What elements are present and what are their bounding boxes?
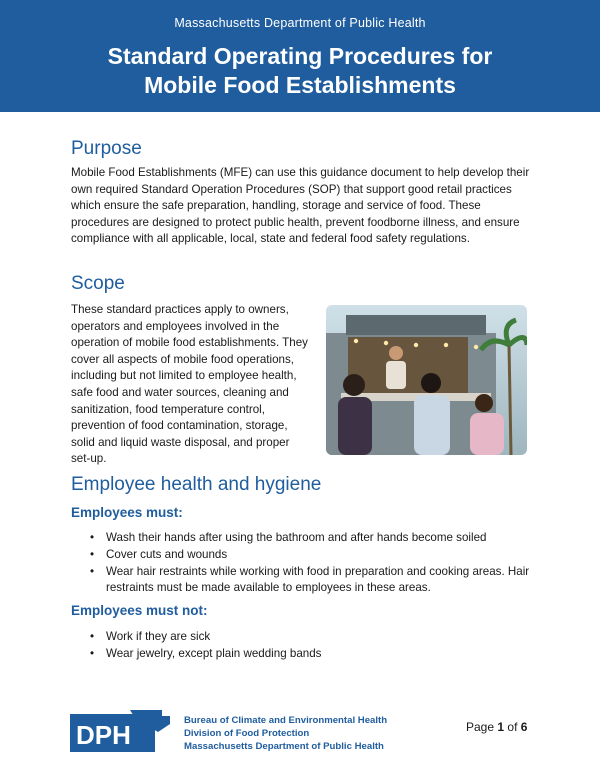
footer-organization — [184, 714, 387, 753]
scope-heading: Scope — [71, 273, 125, 294]
page-title — [0, 42, 600, 100]
dph-logo — [70, 710, 170, 752]
list-item: • Wear jewelry, except plain wedding bands — [71, 646, 541, 662]
page-current: 1 — [497, 720, 505, 734]
purpose-text: Mobile Food Establishments (MFE) can use this guidance document to help develop their own required Standard Operation Procedures (SOP) that support good retail practices which ensure the safe preparation, handling, storage and service of food. These procedures are designed to protect public health, prevent foodborne illness, and ensure compliance with all applicable, local, state and federal food safety regulations. — [71, 166, 530, 246]
page-of: of — [507, 720, 518, 734]
purpose-heading: Purpose — [71, 138, 142, 159]
list-item: • Wear hair restraints while working with food in preparation and cooking areas. Hair restraints must be made available to employees in these areas. — [71, 564, 551, 596]
list-item: • Wash their hands after using the bathroom and after hands become soiled — [71, 530, 541, 546]
org-line-3: Massachusetts Department of Public Health — [184, 741, 384, 752]
org-line-1: Bureau of Climate and Environmental Health — [184, 715, 388, 726]
employees-must-heading: Employees must: — [71, 505, 183, 520]
list-item: • Work if they are sick — [71, 629, 541, 645]
employees-must-not-heading: Employees must not: — [71, 603, 208, 618]
header-banner — [0, 0, 600, 112]
agency-name: Massachusetts Department of Public Health — [174, 16, 426, 30]
scope-text: These standard practices apply to owners, operators and employees involved in the operation of mobile food establishments. They cover all aspects of mobile food operations, including but not limited to employee health, safe food and water sources, cleaning and sanitization, food temperature control, prevention of food contamination, storage, solid and liquid waste disposal, and proper set-up. — [71, 303, 308, 466]
page-label: Page — [466, 720, 495, 734]
title-line-2: Mobile Food Establishments — [144, 72, 456, 98]
employee-health-heading: Employee health and hygiene — [71, 474, 322, 495]
employees-must-not-list — [71, 629, 541, 662]
employees-must-list — [71, 530, 541, 596]
page-total: 6 — [520, 720, 528, 734]
food-truck-photo — [326, 305, 527, 455]
title-line-1: Standard Operating Procedures for — [107, 43, 493, 69]
dph-logo-text: DPH — [76, 720, 131, 750]
page-number — [466, 720, 527, 734]
org-line-2: Division of Food Protection — [184, 728, 310, 739]
list-item: • Cover cuts and wounds — [71, 547, 541, 563]
